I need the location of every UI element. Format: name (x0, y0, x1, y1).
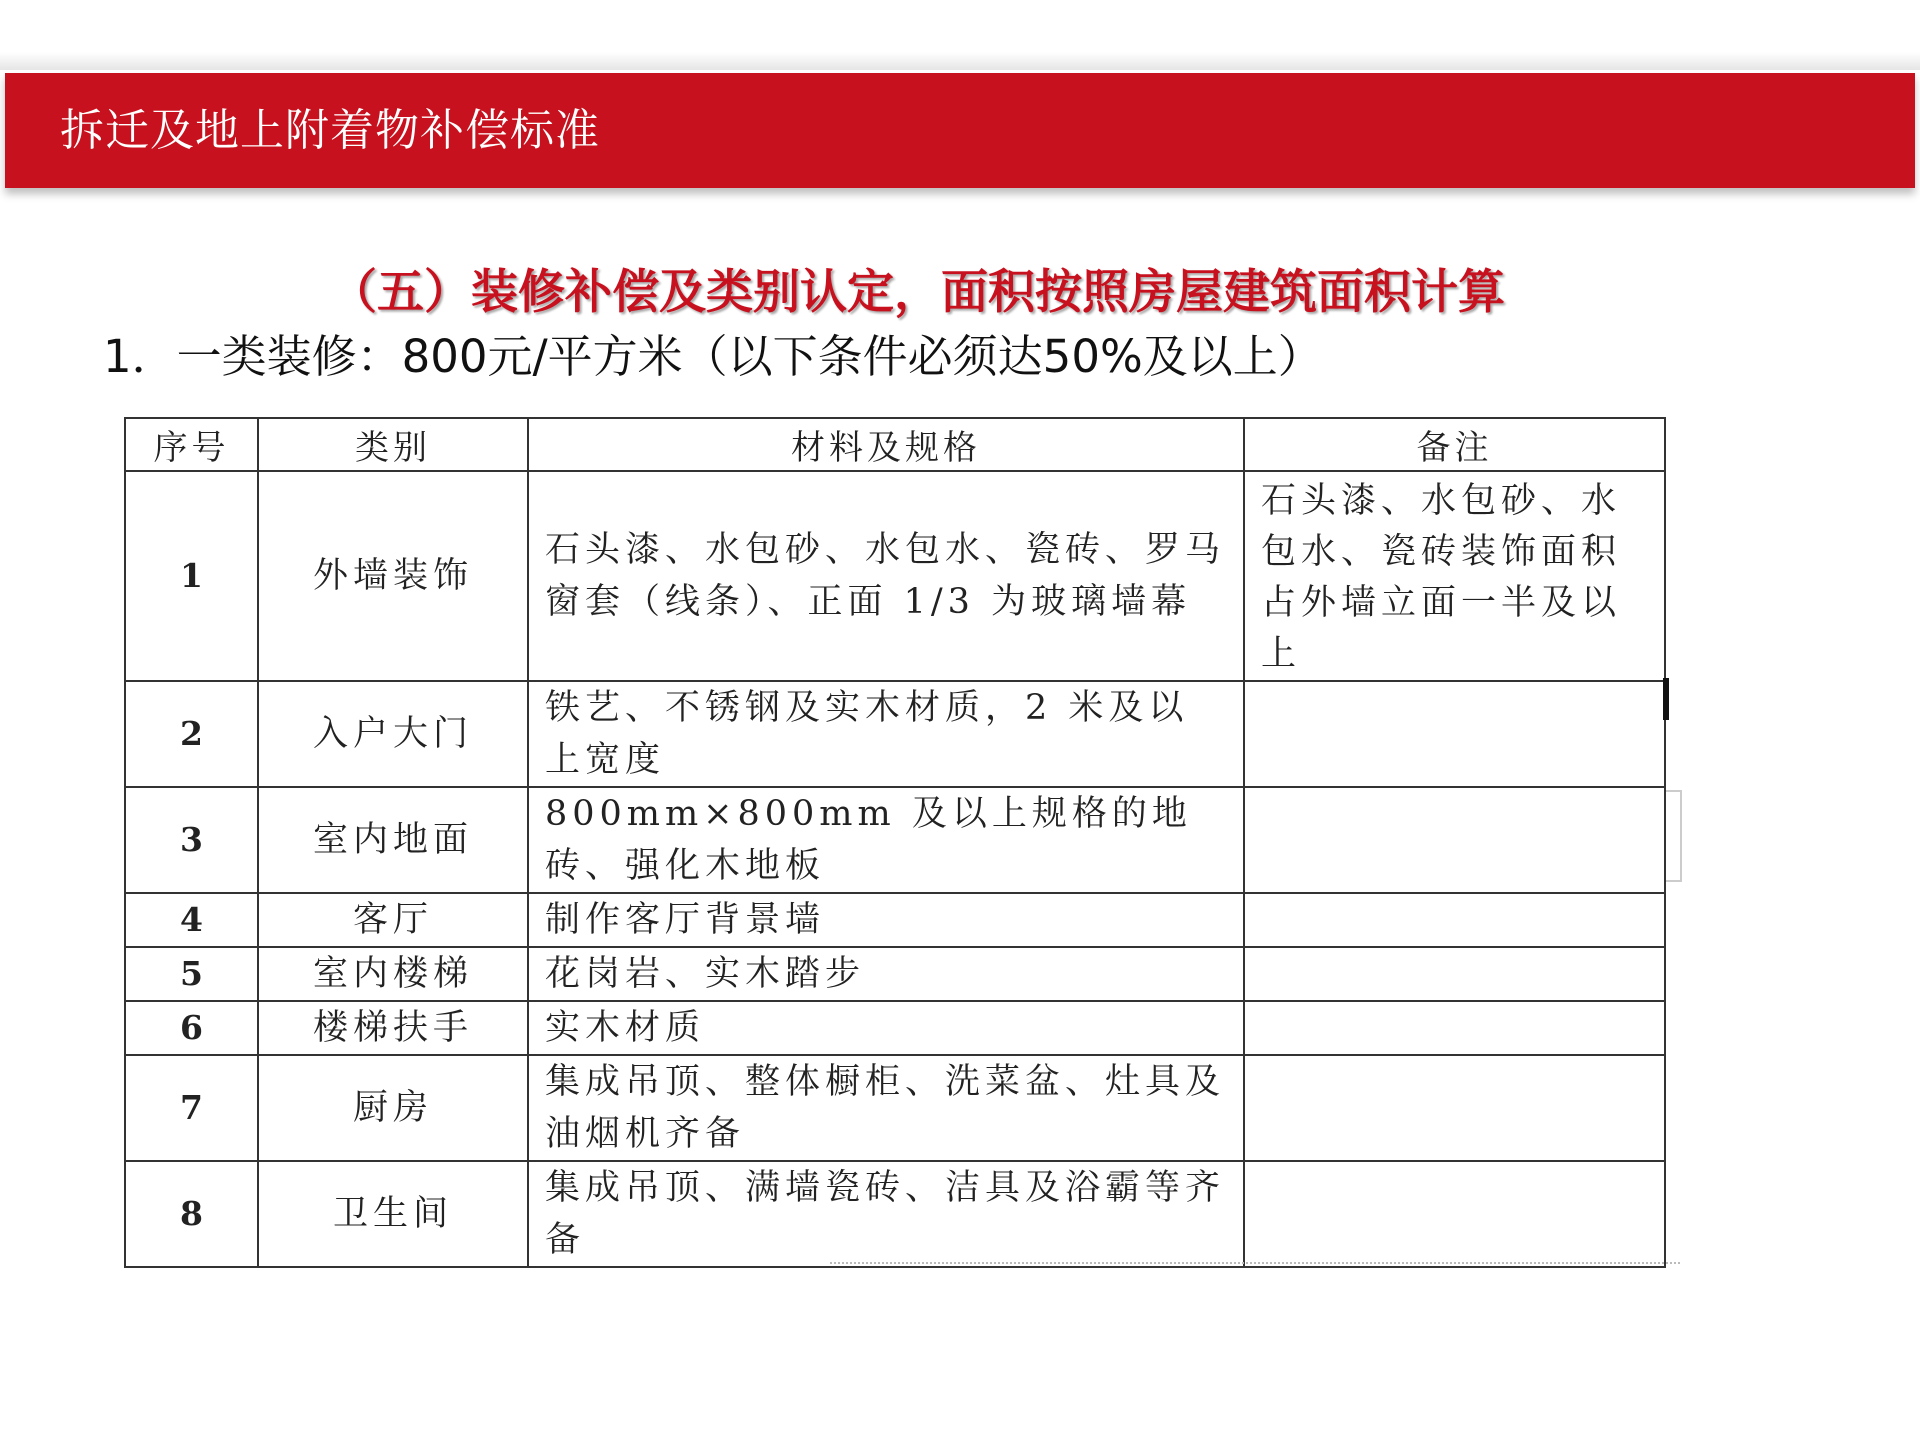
cell-note (1244, 787, 1665, 893)
cell-material: 实木材质 (528, 1001, 1244, 1055)
table-row (125, 787, 1665, 893)
cell-note (1244, 1055, 1665, 1161)
scan-edge-mark (1663, 678, 1669, 720)
cell-material: 石头漆、水包砂、水包水、瓷砖、罗马窗套（线条）、正面 1/3 为玻璃墙幕 (528, 471, 1244, 681)
header-no: 序号 (125, 418, 258, 471)
slide-title: 拆迁及地上附着物补偿标准 (60, 105, 600, 156)
table-row (125, 681, 1665, 787)
cell-note (1244, 1161, 1665, 1267)
item-line: 1．一类装修：800元/平方米（以下条件必须达50%及以上） (103, 330, 1323, 383)
top-shadow (0, 52, 1920, 70)
table-row (125, 1055, 1665, 1161)
cell-no: 5 (125, 947, 258, 1001)
cell-category: 入户大门 (258, 681, 528, 787)
cell-material: 800mm×800mm 及以上规格的地砖、强化木地板 (528, 787, 1244, 893)
table-header-row (125, 418, 1665, 471)
cell-no: 8 (125, 1161, 258, 1267)
table-row (125, 947, 1665, 1001)
table-row (125, 893, 1665, 947)
table-row (125, 1001, 1665, 1055)
cell-note (1244, 893, 1665, 947)
cell-no: 4 (125, 893, 258, 947)
cell-note (1244, 681, 1665, 787)
cell-no: 1 (125, 471, 258, 681)
cell-no: 2 (125, 681, 258, 787)
header-note: 备注 (1244, 418, 1665, 471)
cell-material: 花岗岩、实木踏步 (528, 947, 1244, 1001)
cell-no: 6 (125, 1001, 258, 1055)
cell-material: 制作客厅背景墙 (528, 893, 1244, 947)
cell-material: 集成吊顶、满墙瓷砖、洁具及浴霸等齐备 (528, 1161, 1244, 1267)
cell-category: 客厅 (258, 893, 528, 947)
table-row (125, 1161, 1665, 1267)
section-heading: （五）装修补偿及类别认定，面积按照房屋建筑面积计算 (330, 265, 1505, 320)
cell-category: 外墙装饰 (258, 471, 528, 681)
cell-material: 铁艺、不锈钢及实木材质，2 米及以上宽度 (528, 681, 1244, 787)
header-category: 类别 (258, 418, 528, 471)
cell-category: 卫生间 (258, 1161, 528, 1267)
decoration-table-container (124, 417, 1664, 1268)
cell-note: 石头漆、水包砂、水包水、瓷砖装饰面积占外墙立面一半及以上 (1244, 471, 1665, 681)
cell-category: 厨房 (258, 1055, 528, 1161)
cell-category: 室内楼梯 (258, 947, 528, 1001)
table-row (125, 471, 1665, 681)
cell-category: 室内地面 (258, 787, 528, 893)
cell-material: 集成吊顶、整体橱柜、洗菜盆、灶具及油烟机齐备 (528, 1055, 1244, 1161)
cell-category: 楼梯扶手 (258, 1001, 528, 1055)
cell-note (1244, 1001, 1665, 1055)
decoration-table (124, 417, 1666, 1268)
cell-note (1244, 947, 1665, 1001)
cell-no: 3 (125, 787, 258, 893)
header-material: 材料及规格 (528, 418, 1244, 471)
cell-no: 7 (125, 1055, 258, 1161)
title-banner (5, 73, 1915, 188)
scan-bottom-dots (830, 1259, 1680, 1264)
scan-edge-bracket (1666, 790, 1682, 882)
